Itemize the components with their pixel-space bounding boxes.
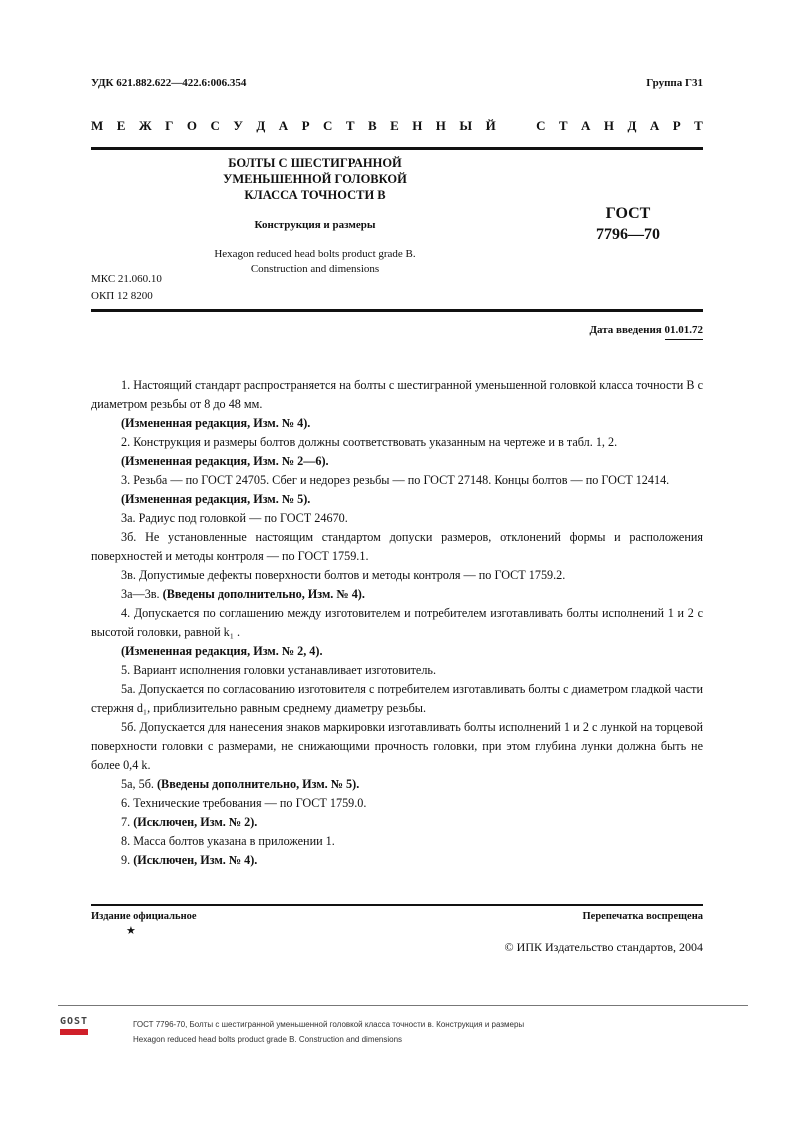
star-icon: ★ — [126, 925, 136, 937]
english-title — [160, 247, 470, 277]
gost-expert-logo — [60, 1017, 88, 1035]
paragraph-text: 5а, 5б. — [121, 777, 157, 791]
heading-letter: Т — [345, 118, 355, 133]
paragraph — [91, 775, 703, 794]
paragraph-text: 3. Резьба — по ГОСТ 24705. Сбег и недорез резьбы — по ГОСТ 27148. Концы болтов — по ГОСТ 12414. — [121, 473, 670, 487]
heading-letter: Н — [603, 118, 614, 133]
paragraph — [91, 414, 703, 433]
interstate-standard-heading — [91, 118, 703, 134]
logo-red-bar — [60, 1029, 88, 1035]
heading-letter: Р — [672, 118, 681, 133]
group-code: Группа Г31 — [646, 77, 703, 89]
copyright: © ИПК Издательство стандартов, 2004 — [504, 940, 703, 954]
paragraph-text: 5б. Допускается для нанесения знаков маркировки изготавливать болты исполнений 1 и 2 с лункой на торцевой поверхности головки с размерами, не снижающими прочность головки, при этом глубина лунки должна быть не более 0,4 k. — [91, 720, 703, 772]
paragraph — [91, 471, 703, 490]
gost-code: 7796—70 — [596, 226, 660, 243]
heading-letter: А — [649, 118, 660, 133]
title-line: БОЛТЫ С ШЕСТИГРАННОЙ — [228, 156, 402, 170]
heading-letter: М — [91, 118, 104, 133]
document-reference — [133, 1017, 524, 1047]
amendment-note: (Исключен, Изм. № 2). — [133, 815, 258, 829]
paragraph — [91, 680, 703, 718]
reference-en: Hexagon reduced head bolts product grade B. Construction and dimensions — [133, 1035, 403, 1044]
paragraph — [91, 718, 703, 775]
amendment-note: (Измененная редакция, Изм. № 2, 4). — [121, 644, 323, 658]
document-body — [91, 376, 703, 870]
logo-text: GOST — [60, 1016, 89, 1027]
amendment-note: (Введены дополнительно, Изм. № 5). — [157, 777, 360, 791]
heading-letter: Е — [116, 118, 126, 133]
date-value: 01.01.72 — [665, 324, 704, 340]
heading-letter: Ы — [459, 118, 473, 133]
reference-ru: ГОСТ 7796-70, Болты с шестигранной уменьшенной головкой класса точности в. Конструкция и размеры — [133, 1020, 525, 1029]
paragraph — [91, 642, 703, 661]
paragraph-text: 7. — [121, 815, 134, 829]
paragraph-text: 3б. Не установленные настоящим стандартом допуски размеров, отклонений формы и расположения поверхностей и методы контроля — по ГОСТ 1759.1. — [91, 530, 703, 563]
paragraph — [91, 452, 703, 471]
paragraph-text: 9. — [121, 853, 134, 867]
amendment-note: (Исключен, Изм. № 4). — [133, 853, 258, 867]
heading-letter: Н — [435, 118, 446, 133]
paragraph-text: 3в. Допустимые дефекты поверхности болтов и методы контроля — по ГОСТ 1759.2. — [121, 568, 566, 582]
reprint-prohibited: Перепечатка воспрещена — [582, 911, 703, 922]
bottom-divider — [58, 1005, 748, 1006]
paragraph — [91, 813, 703, 832]
header-rule — [91, 147, 703, 150]
paragraph-text: 4. Допускается по соглашению между изготовителем и потребителем изготавливать болты исполнений 1 и 2 с высотой головки, равной k₁ . — [91, 606, 703, 639]
amendment-note: (Введены дополнительно, Изм. № 4). — [162, 587, 365, 601]
paragraph-text: 1. Настоящий стандарт распространяется на болты с шестигранной уменьшенной головкой класса точности В с диаметром резьбы от 8 до 48 мм. — [91, 378, 703, 411]
paragraph — [91, 528, 703, 566]
okp-code: ОКП 12 8200 — [91, 290, 153, 302]
paragraph-text: 6. Технические требования — по ГОСТ 1759.0. — [121, 796, 367, 810]
gost-number — [560, 203, 696, 245]
heading-letter: Д — [627, 118, 637, 133]
paragraph — [91, 566, 703, 585]
paragraph-text: 5а. Допускается по согласованию изготовителя с потребителем изготавливать болты с диаметром гладкой части стержня d₁, приблизительно равным среднему диаметру резьбы. — [91, 682, 703, 715]
heading-letter: С — [322, 118, 333, 133]
paragraph-text: 8. Масса болтов указана в приложении 1. — [121, 834, 335, 848]
paragraph — [91, 604, 703, 642]
amendment-note: (Измененная редакция, Изм. № 5). — [121, 492, 311, 506]
paragraph — [91, 509, 703, 528]
heading-letter: Т — [694, 118, 703, 133]
gost-label: ГОСТ — [605, 205, 651, 222]
heading-letter: У — [233, 118, 243, 133]
official-edition: Издание официальное — [91, 911, 197, 922]
document-subtitle: Конструкция и размеры — [254, 219, 376, 231]
introduction-date — [589, 324, 703, 336]
heading-letter: Р — [301, 118, 310, 133]
date-label: Дата введения — [589, 324, 662, 336]
paragraph — [91, 433, 703, 452]
paragraph-text: 3а. Радиус под головкой — по ГОСТ 24670. — [121, 511, 348, 525]
heading-letter: Ж — [138, 118, 152, 133]
paragraph — [91, 794, 703, 813]
title-line: УМЕНЬШЕННОЙ ГОЛОВКОЙ — [223, 172, 407, 186]
paragraph — [91, 585, 703, 604]
classification-codes — [91, 271, 162, 305]
udk-code: УДК 621.882.622—422.6:006.354 — [91, 77, 247, 89]
heading-letter: В — [367, 118, 377, 133]
heading-letter: Е — [390, 118, 399, 133]
paragraph-text: 2. Конструкция и размеры болтов должны соответствовать указанным на чертеже и в табл. 1, 2. — [121, 435, 618, 449]
heading-letter: С — [536, 118, 546, 133]
title-rule — [91, 309, 703, 312]
heading-letter: Т — [558, 118, 568, 133]
footer-rule — [91, 904, 703, 906]
heading-letter: С — [210, 118, 220, 133]
mks-code: МКС 21.060.10 — [91, 273, 162, 285]
title-line: КЛАССА ТОЧНОСТИ В — [244, 188, 386, 202]
english-title-line: Construction and dimensions — [250, 263, 380, 275]
heading-letter: А — [278, 118, 289, 133]
amendment-note: (Измененная редакция, Изм. № 2—6). — [121, 454, 329, 468]
heading-letter: А — [581, 118, 591, 133]
heading-letter: Г — [165, 118, 174, 133]
paragraph-text: 5. Вариант исполнения головки устанавливает изготовитель. — [121, 663, 437, 677]
amendment-note: (Измененная редакция, Изм. № 4). — [121, 416, 311, 430]
heading-letter: О — [186, 118, 198, 133]
heading-letter: Й — [485, 118, 496, 133]
paragraph — [91, 661, 703, 680]
heading-letter: Д — [256, 118, 266, 133]
paragraph — [91, 832, 703, 851]
paragraph — [91, 376, 703, 414]
paragraph — [91, 490, 703, 509]
paragraph — [91, 851, 703, 870]
english-title-line: Hexagon reduced head bolts product grade B. — [214, 248, 416, 260]
heading-letter: Н — [412, 118, 423, 133]
document-title — [160, 155, 470, 203]
paragraph-text: 3а—3в. — [121, 587, 163, 601]
